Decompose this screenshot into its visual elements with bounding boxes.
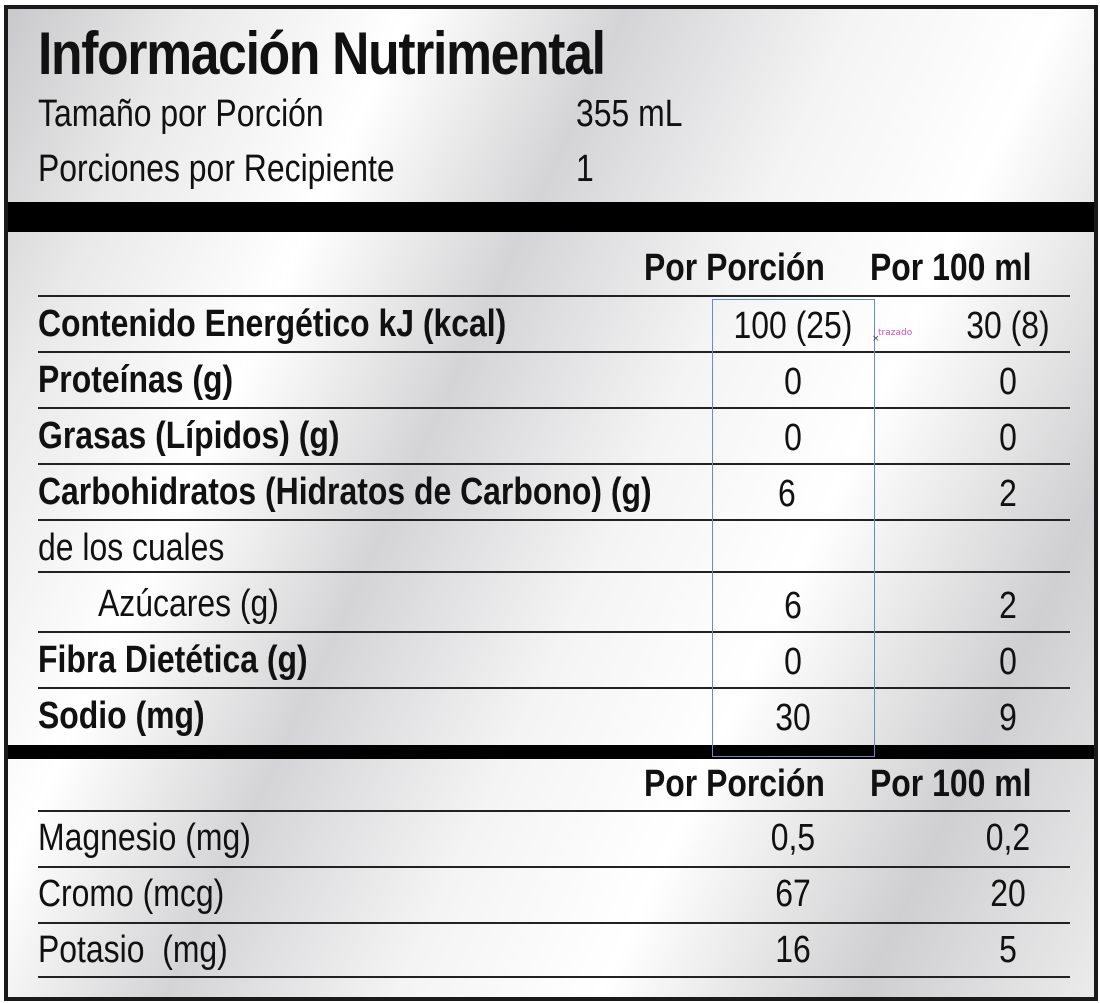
minerals-header-per-100ml: Por 100 ml: [870, 763, 1032, 805]
row-divider: [38, 687, 1070, 689]
mineral-value-per-100: 20: [990, 873, 1026, 915]
row-value-per-serving: 0: [784, 361, 802, 403]
row-divider: [38, 407, 1070, 409]
mineral-value-per-serving: 67: [775, 873, 811, 915]
mineral-value-per-100: 0,2: [985, 817, 1031, 859]
servings-per-container-label: Porciones por Recipiente: [38, 148, 395, 190]
nutrition-facts-panel: [4, 5, 1098, 1001]
row-label-of-which: de los cuales: [38, 527, 225, 569]
row-divider: [38, 631, 1070, 633]
row-value-per-100: 30 (8): [966, 305, 1050, 347]
header-per-100ml: Por 100 ml: [870, 247, 1032, 289]
row-value-per-100: 2: [999, 473, 1017, 515]
mineral-label-potassium: Potasio (mg): [38, 929, 228, 971]
row-value-per-serving: 6: [778, 473, 796, 515]
mineral-value-per-100: 5: [999, 929, 1017, 971]
row-label-fat: Grasas (Lípidos) (g): [38, 415, 340, 457]
mineral-value-per-serving: 0,5: [770, 817, 816, 859]
anchor-point-icon[interactable]: ×: [872, 334, 880, 344]
row-label-energy: Contenido Energético kJ (kcal): [38, 303, 507, 345]
row-divider: [38, 351, 1070, 353]
row-label-dietary-fiber: Fibra Dietética (g): [38, 639, 308, 681]
row-label-sodium: Sodio (mg): [38, 695, 205, 737]
row-label-carbohydrates: Carbohidratos (Hidratos de Carbono) (g): [38, 471, 652, 513]
row-divider: [38, 866, 1070, 868]
panel-title: Información Nutrimental: [38, 20, 605, 87]
path-tag: trazado: [878, 328, 913, 338]
servings-per-container-value: 1: [576, 148, 594, 190]
thick-divider-minerals: [8, 745, 1094, 759]
minerals-header-per-serving: Por Porción: [644, 763, 825, 805]
header-per-serving: Por Porción: [644, 247, 825, 289]
row-divider: [38, 519, 1070, 521]
row-divider: [38, 976, 1070, 978]
row-value-per-serving: 100 (25): [733, 305, 853, 347]
header-rule: [38, 295, 1070, 297]
row-label-sugars: Azúcares (g): [98, 583, 279, 625]
row-value-per-100: 0: [999, 417, 1017, 459]
serving-size-value: 355 mL: [576, 93, 683, 135]
row-value-per-serving: 6: [784, 585, 802, 627]
row-value-per-serving: 0: [784, 417, 802, 459]
row-label-protein: Proteínas (g): [38, 359, 234, 401]
row-value-per-100: 9: [999, 697, 1017, 739]
mineral-value-per-serving: 16: [775, 929, 811, 971]
row-value-per-100: 2: [999, 585, 1017, 627]
row-divider: [38, 463, 1070, 465]
serving-size-label: Tamaño por Porción: [38, 93, 324, 135]
mineral-label-chromium: Cromo (mcg): [38, 873, 225, 915]
row-value-per-serving: 30: [775, 697, 811, 739]
mineral-label-magnesium: Magnesio (mg): [38, 817, 251, 859]
row-value-per-100: 0: [999, 361, 1017, 403]
row-divider: [38, 571, 1070, 573]
minerals-header-rule: [38, 810, 1070, 812]
thick-divider-top: [8, 202, 1094, 232]
row-divider: [38, 922, 1070, 924]
row-value-per-serving: 0: [784, 641, 802, 683]
row-value-per-100: 0: [999, 641, 1017, 683]
